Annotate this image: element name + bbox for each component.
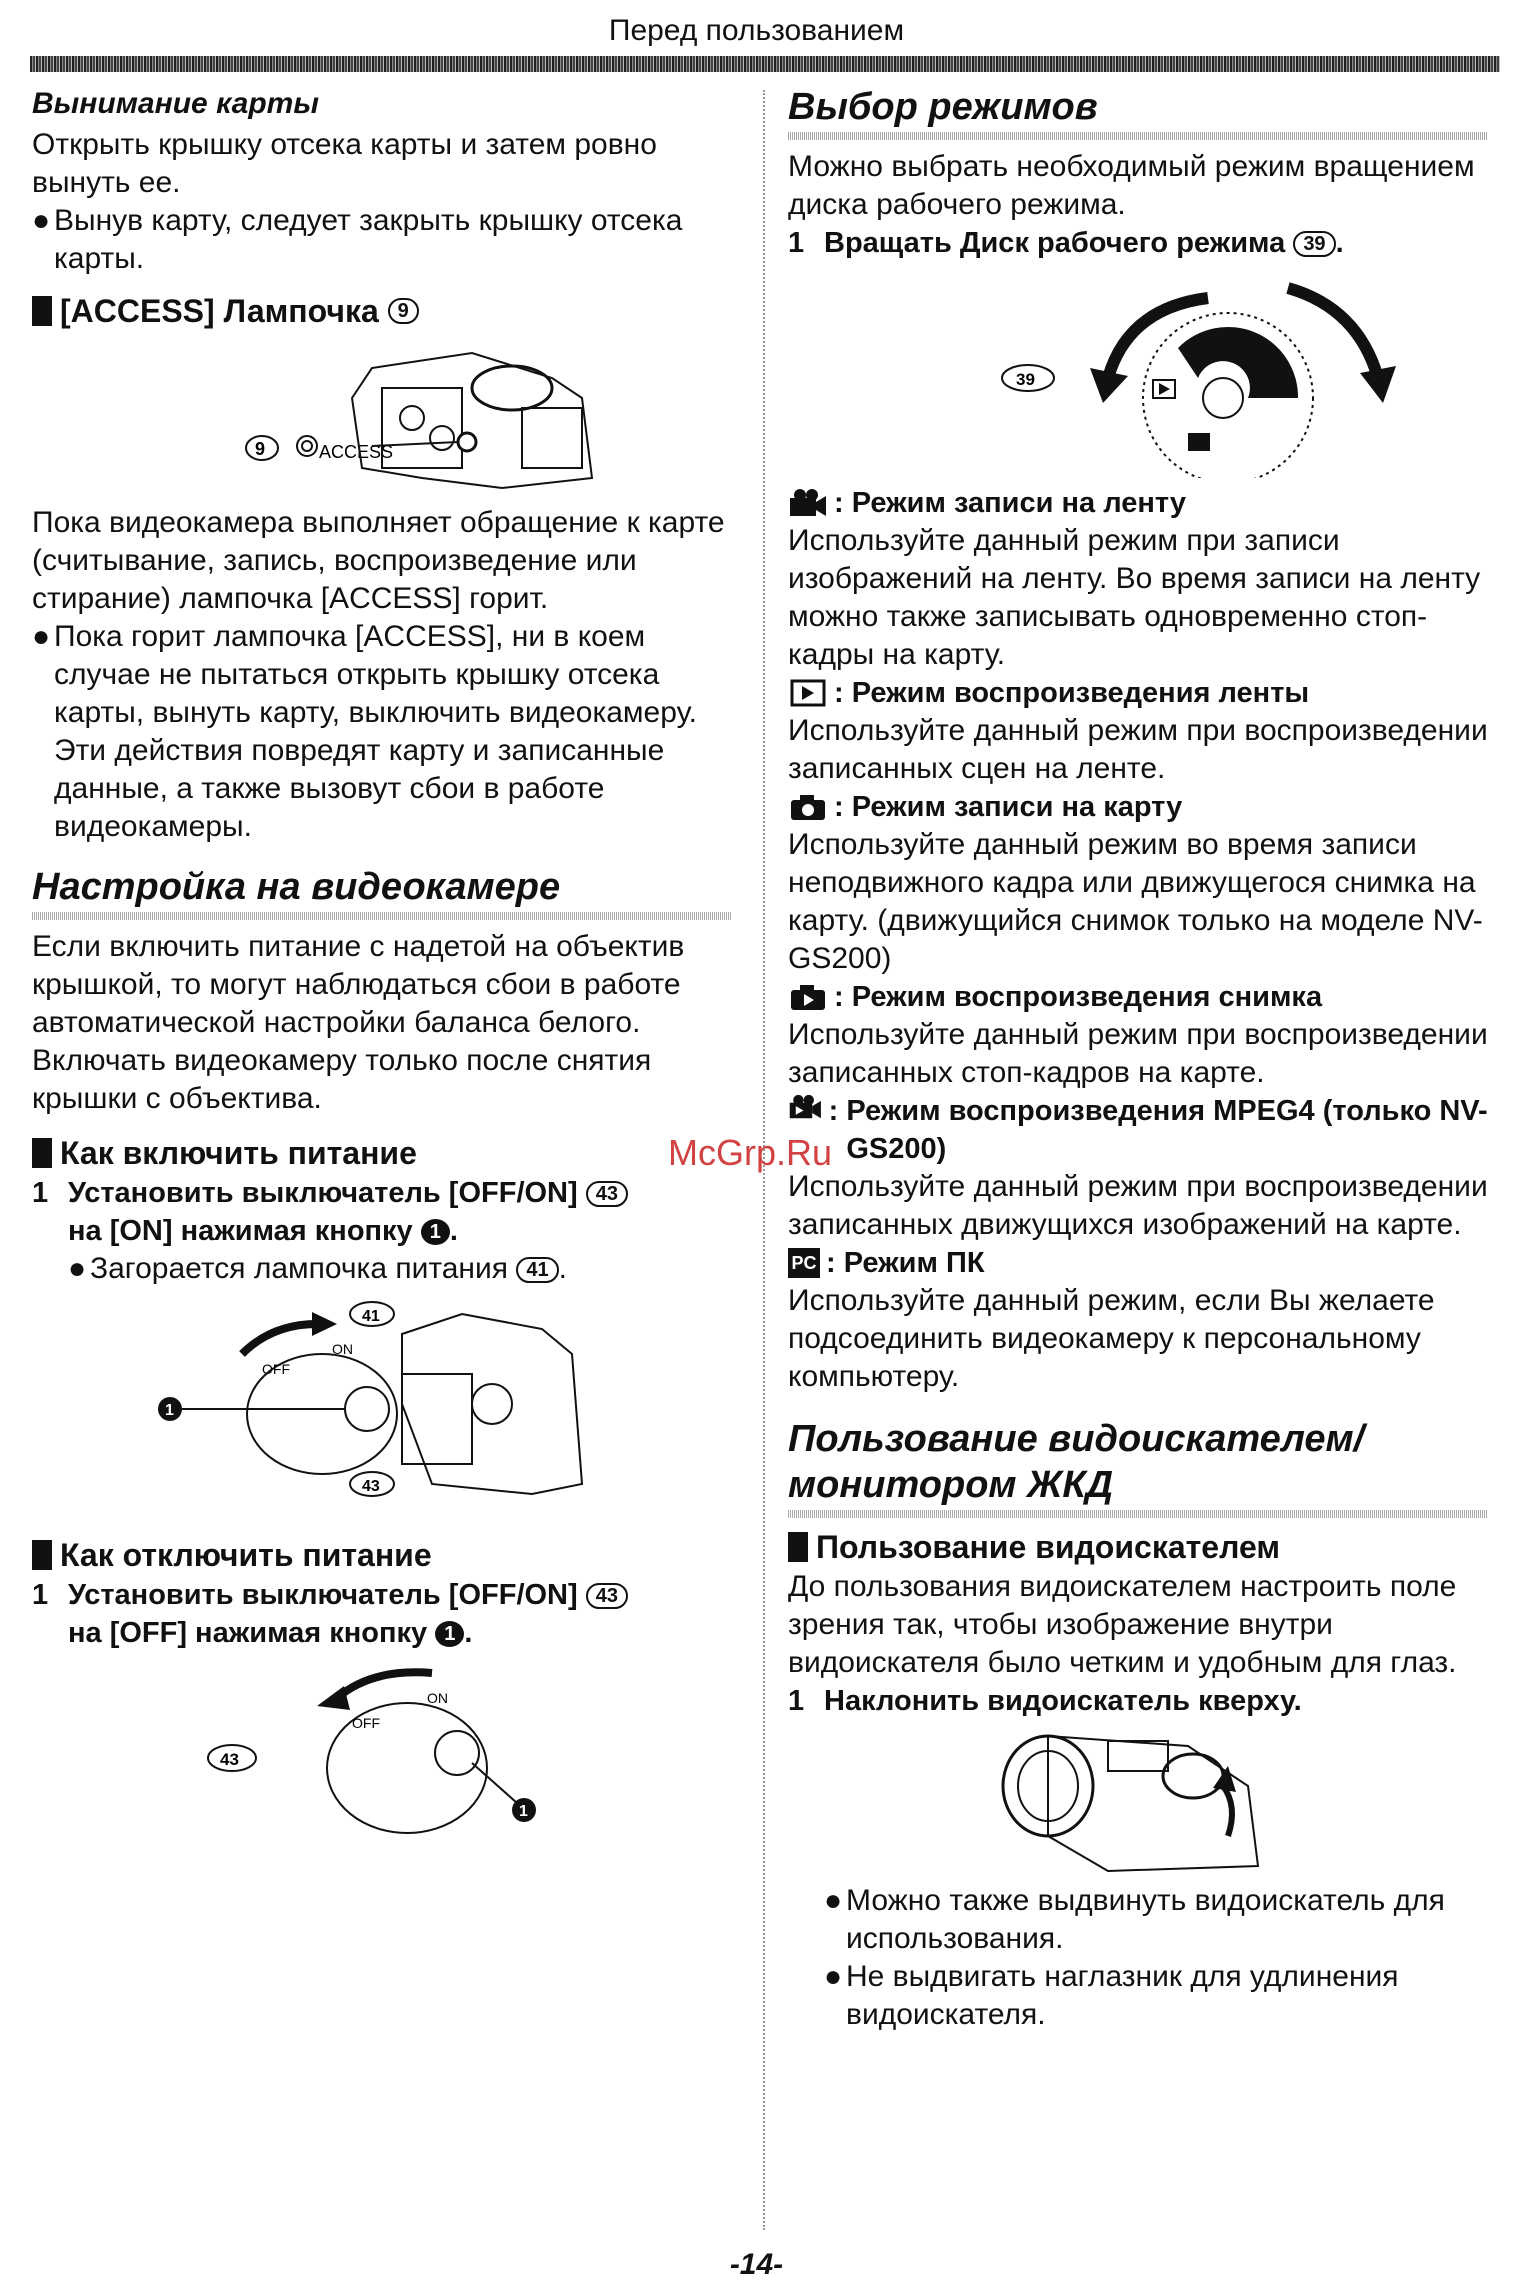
camera-icon: [788, 792, 828, 822]
mode-desc: Используйте данный режим, если Вы желаете подсоединить видеокамеру к персональному компьютеру.: [788, 1284, 1435, 1393]
mode-desc: Используйте данный режим при воспроизведении записанных стоп-кадров на карте.: [788, 1018, 1488, 1089]
step-text: Наклонить видоискатель кверху.: [824, 1685, 1302, 1717]
mode-title: Режим записи на карту: [851, 791, 1183, 823]
card-removal-bullet: ● Вынув карту, следует закрыть крышку отсека карты.: [32, 202, 732, 278]
mode-text: Можно выбрать необходимый режим вращением диска рабочего режима.: [788, 150, 1475, 221]
on-label: ON: [427, 1690, 448, 1706]
step-text: на [OFF] нажимая кнопку: [68, 1617, 428, 1649]
card-removal-title: Вынимание карты: [32, 87, 319, 120]
access-heading-text: [ACCESS] Лампочка: [60, 293, 379, 329]
section-marker: [32, 1540, 52, 1570]
mode-title: Режим воспроизведения ленты: [851, 677, 1310, 709]
mode-title: Режим воспроизведения снимка: [851, 981, 1323, 1013]
step-text: Установить выключатель [OFF/ON]: [68, 1177, 578, 1209]
power-on-bullet: ● Загорается лампочка питания 41 .: [68, 1252, 567, 1285]
power-on-figure: [102, 1294, 662, 1504]
step-number: 1: [788, 1685, 805, 1717]
mpeg4-play-icon: [788, 1092, 823, 1122]
power-off-figure: [172, 1658, 592, 1848]
bullet-text: Не выдвигать наглазник для удлинения видоискателя.: [846, 1960, 1399, 2031]
ref-badge: 39: [1293, 231, 1335, 257]
circled-one-icon: 1: [421, 1219, 450, 1245]
bullet-text: Вынув карту, следует закрыть крышку отсека карты.: [54, 204, 683, 275]
power-off-heading: [32, 1534, 732, 1576]
watermark: McGrp.Ru: [668, 1132, 833, 1173]
power-on-heading: [32, 1132, 732, 1174]
step-text: Вращать Диск рабочего режима: [824, 227, 1286, 259]
mode-title: Режим ПК: [843, 1247, 985, 1279]
header-rule: [30, 56, 1500, 72]
section-marker: [32, 296, 52, 326]
page-header: Перед пользованием: [608, 14, 905, 47]
right-column: [788, 84, 1488, 2034]
heading-rule: [788, 132, 1488, 140]
ref-badge: 43: [586, 1583, 628, 1609]
bullet-text: Можно также выдвинуть видоискатель для использования.: [846, 1884, 1445, 1955]
ref-badge: 41: [516, 1257, 558, 1283]
mode-step: 1 Вращать Диск рабочего режима 39 .: [788, 224, 1488, 262]
step-number: 1: [788, 227, 805, 259]
mode-dial-figure: [828, 268, 1448, 478]
mode-desc: Используйте данный режим при воспроизведении записанных движущихся изображений на карте.: [788, 1170, 1488, 1241]
step-text: Установить выключатель [OFF/ON]: [68, 1579, 578, 1611]
fig-ref: 9: [255, 439, 266, 459]
fig-ref: 43: [220, 1750, 239, 1769]
access-bullet: ● Пока горит лампочка [ACCESS], ни в коем случае не пытаться открыть крышку отсека карты, вынуть карту, выключить видеокамеру. Эти действия повредят карту и записанные данные, а также вызовут сбои в работе видеокамеры.: [32, 618, 732, 846]
bullet-text: Загорается лампочка питания: [90, 1252, 508, 1285]
card-removal-text: Открыть крышку отсека карты и затем ровно вынуть ее.: [32, 128, 657, 199]
section-marker: [32, 1138, 52, 1168]
dial-ref: 39: [1016, 370, 1035, 389]
on-label: ON: [332, 1341, 353, 1357]
mode-mpeg4-play: : Режим воспроизведения MPEG4 (только NV-GS200): [788, 1092, 1488, 1168]
mode-picture-play: : Режим воспроизведения снимка: [788, 978, 1488, 1016]
page-number: -14-: [729, 2248, 784, 2281]
setup-text: Если включить питание с надетой на объектив крышкой, то могут наблюдаться сбои в работе автоматической настройки баланса белого. Включать видеокамеру только после снятия крышки с объектива.: [32, 930, 685, 1115]
circled-one-icon: 1: [165, 1402, 174, 1419]
ref-badge: 43: [586, 1181, 628, 1207]
mode-desc: Используйте данный режим при воспроизведении записанных сцен на ленте.: [788, 714, 1488, 785]
step-number: 1: [32, 1579, 49, 1611]
viewfinder-heading: Пользование видоискателем/монитором ЖКД: [788, 1418, 1365, 1506]
viewfinder-subheading-text: Пользование видоискателем: [816, 1529, 1281, 1565]
viewfinder-text: До пользования видоискателем настроить поле зрения так, чтобы изображение внутри видоискателя было четким и удобным для глаз.: [788, 1570, 1457, 1679]
left-column: [32, 84, 732, 1854]
mode-tape-play: : Режим воспроизведения ленты: [788, 674, 1488, 712]
circled-one-icon: 1: [435, 1621, 464, 1647]
fig-ref-bottom: 43: [362, 1478, 380, 1495]
power-off-heading-text: Как отключить питание: [60, 1537, 432, 1573]
mode-pc: PC : Режим ПК: [788, 1244, 1488, 1282]
access-lamp-figure: [122, 338, 642, 498]
viewfinder-figure: [988, 1726, 1288, 1876]
tape-play-icon: [788, 678, 828, 708]
access-heading: [32, 290, 732, 332]
heading-rule: [32, 912, 732, 920]
power-off-step: 1 Установить выключатель [OFF/ON] 43 на [OFF] нажимая кнопку 1 .: [32, 1576, 732, 1652]
picture-play-icon: [788, 982, 828, 1012]
setup-heading: Настройка на видеокамере: [32, 866, 561, 908]
mode-desc: Используйте данный режим во время записи неподвижного кадра или движущегося снимка на карту. (движущийся снимок только на моделе NV-GS200): [788, 828, 1483, 975]
pc-icon: PC: [788, 1248, 820, 1278]
heading-rule: [788, 1510, 1488, 1518]
step-text: на [ON] нажимая кнопку: [68, 1215, 413, 1247]
access-text: Пока видеокамера выполняет обращение к карте (считывание, запись, воспроизведение или стирание) лампочка [ACCESS] горит.: [32, 506, 725, 615]
mode-desc: Используйте данный режим при записи изображений на ленту. Во время записи на ленту можно также записывать одновременно стоп-кадры на карту.: [788, 524, 1481, 671]
section-marker: [788, 1532, 808, 1562]
fig-ref-top: 41: [362, 1308, 380, 1325]
access-label: ACCESS: [319, 442, 394, 462]
mode-card-record: : Режим записи на карту: [788, 788, 1488, 826]
tape-record-icon: [788, 488, 828, 518]
viewfinder-subheading: [788, 1526, 1488, 1568]
mode-heading: Выбор режимов: [788, 86, 1098, 128]
mode-title: Режим записи на ленту: [851, 487, 1186, 519]
viewfinder-step: [788, 1682, 1488, 1720]
mode-title: Режим воспроизведения MPEG4 (только NV-GS200): [846, 1095, 1488, 1165]
viewfinder-bullet: ● Не выдвигать наглазник для удлинения видоискателя.: [788, 1958, 1488, 2034]
viewfinder-bullet: ● Можно также выдвинуть видоискатель для использования.: [788, 1882, 1488, 1958]
step-number: 1: [32, 1177, 49, 1209]
ref-badge: 9: [388, 298, 419, 324]
power-on-heading-text: Как включить питание: [60, 1135, 417, 1171]
off-label: OFF: [352, 1715, 380, 1731]
circled-one-icon: 1: [519, 1803, 528, 1820]
power-on-step: 1 Установить выключатель [OFF/ON] 43 на [ON] нажимая кнопку 1 .: [32, 1174, 732, 1250]
mode-tape-record: : Режим записи на ленту: [788, 484, 1488, 522]
bullet-text: Пока горит лампочка [ACCESS], ни в коем случае не пытаться открыть крышку отсека карты, вынуть карту, выключить видеокамеру. Эти действия повредят карту и записанные данные, а также вызовут сбои в работе видеокамеры.: [54, 620, 697, 843]
off-label: OFF: [262, 1361, 290, 1377]
